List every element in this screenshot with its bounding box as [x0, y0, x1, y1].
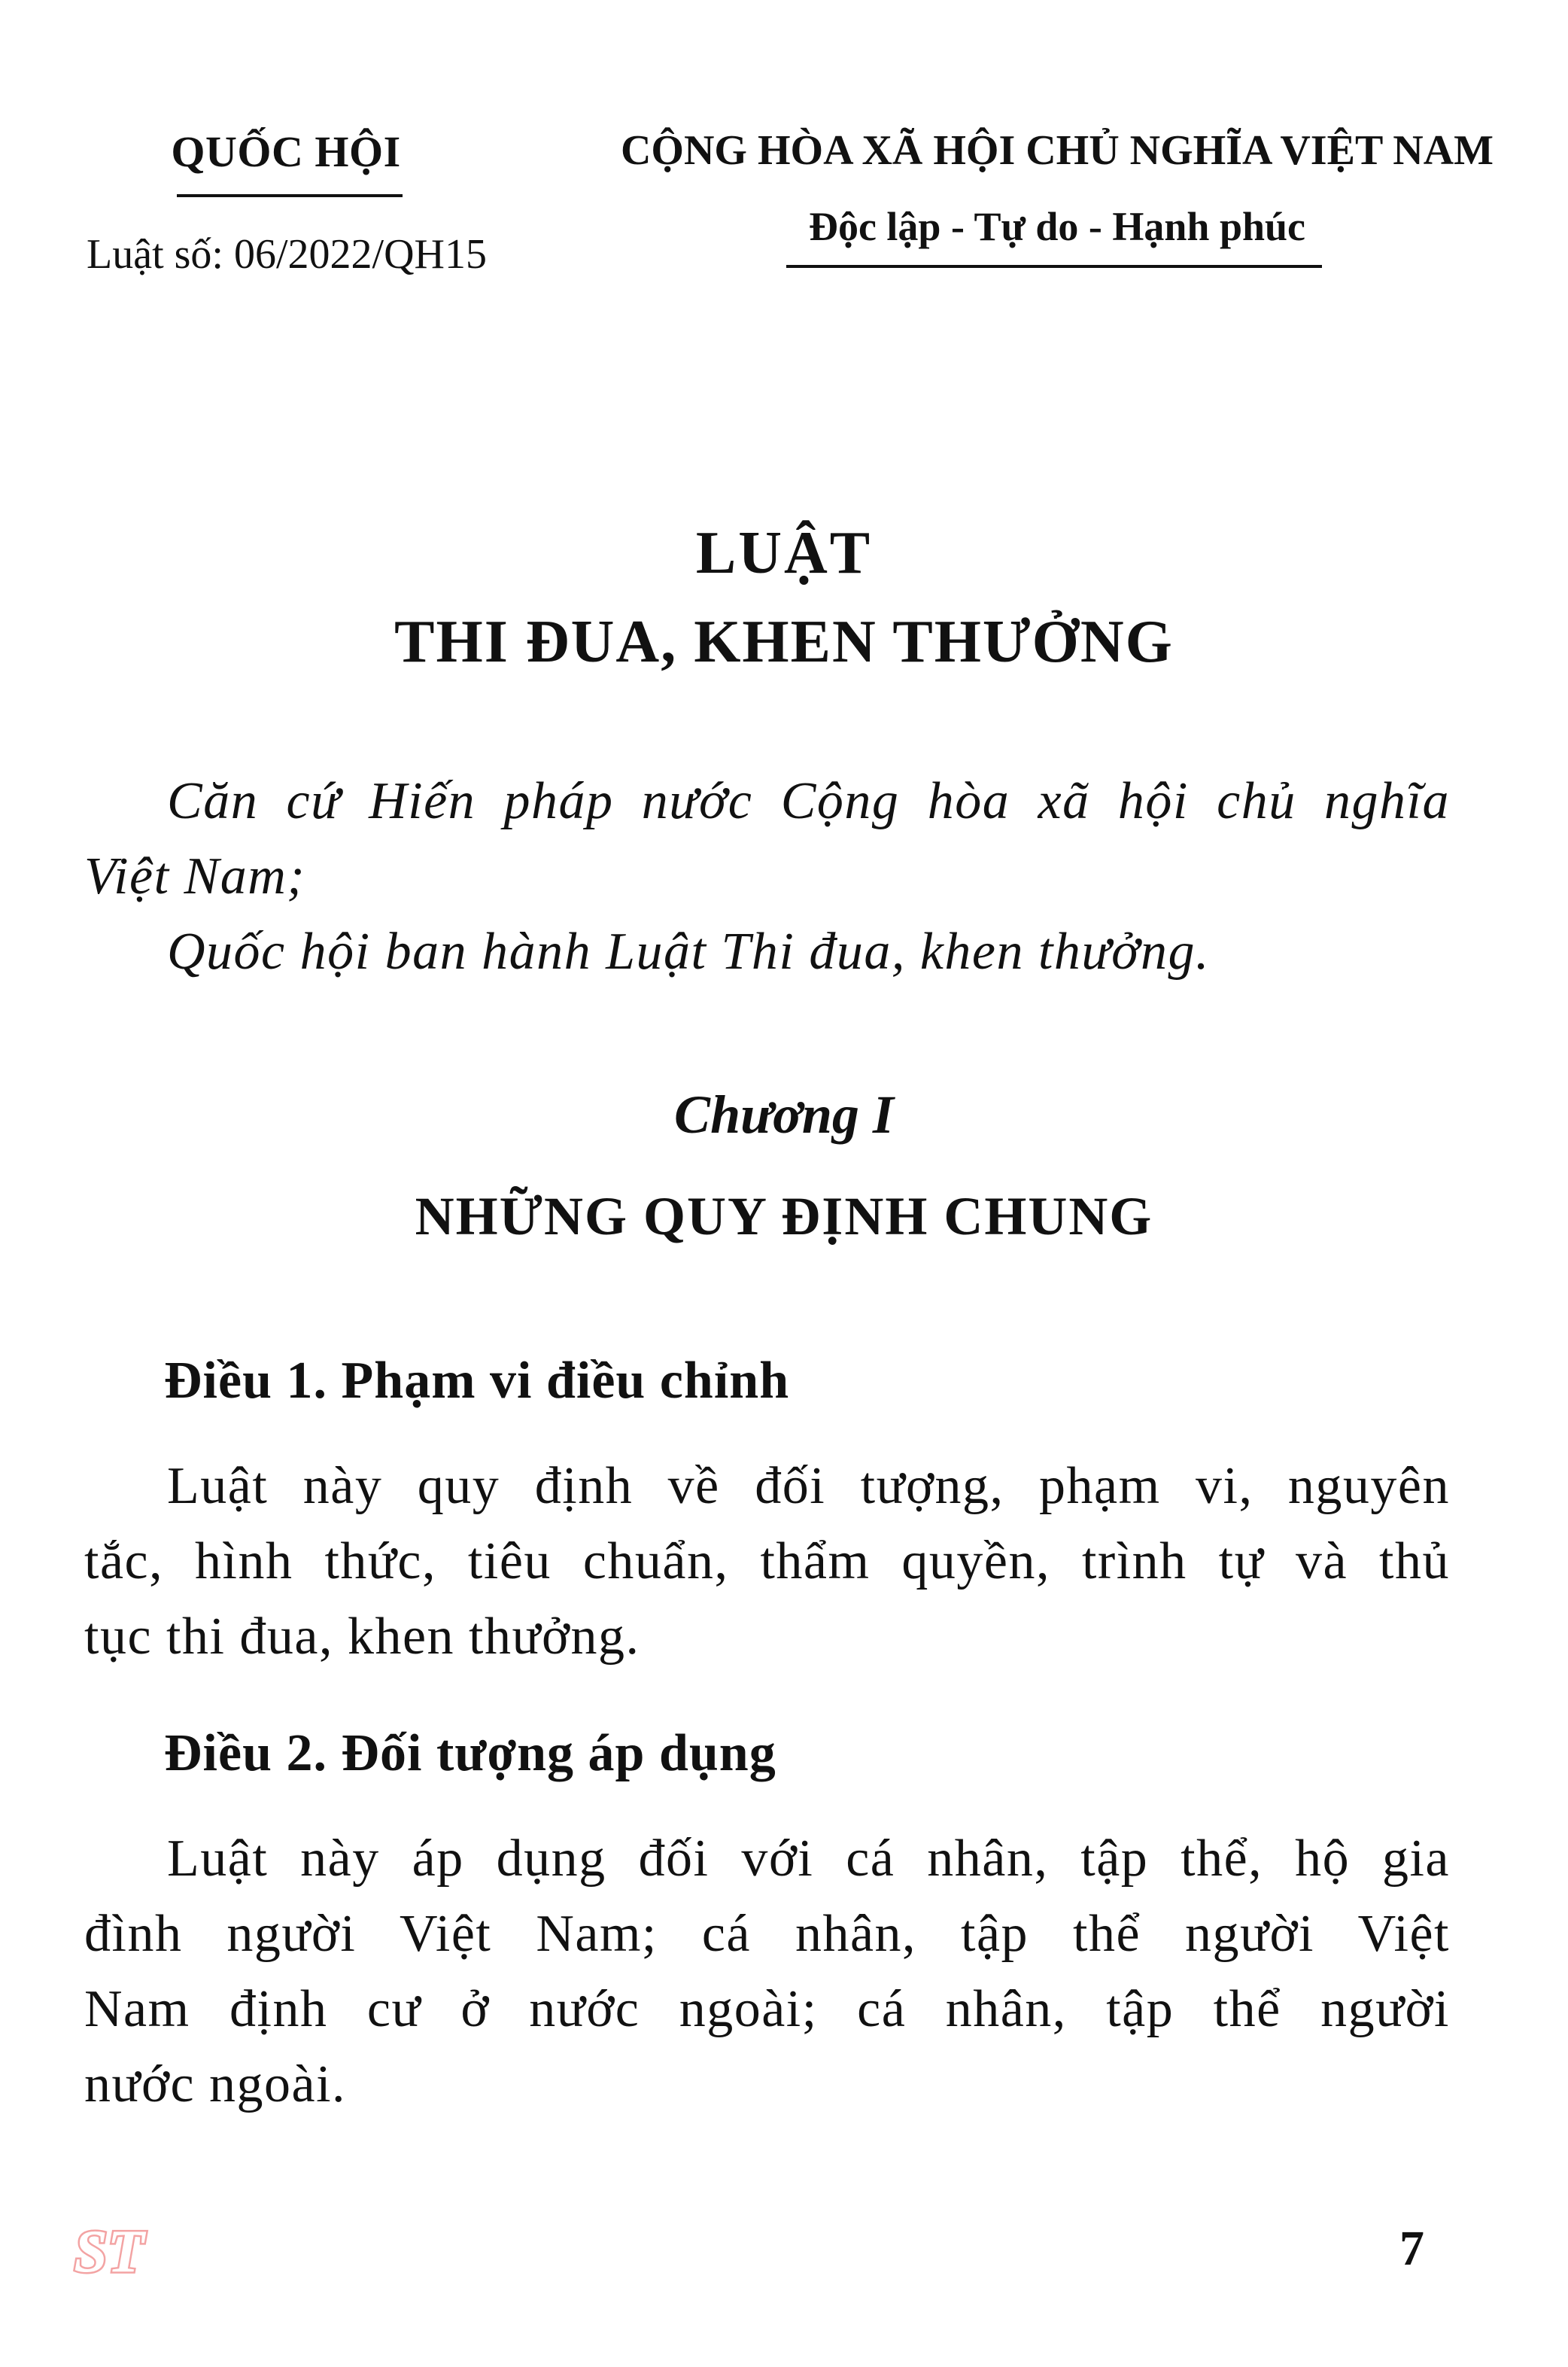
article-text-line: tắc, hình thức, tiêu chuẩn, thẩm quyền, trình tự và thủ: [84, 1532, 1450, 1590]
issuer-underline: [177, 194, 403, 197]
preamble-line: Căn cứ Hiến pháp nước Cộng hòa xã hội chủ nghĩa: [167, 772, 1450, 830]
article-text-line: Luật này áp dụng đối với cá nhân, tập thể, hộ gia: [167, 1830, 1450, 1888]
preamble-line: Việt Nam;: [84, 847, 306, 905]
law-title: THI ĐUA, KHEN THƯỞNG: [394, 609, 1174, 675]
nation-name: CỘNG HÒA XÃ HỘI CHỦ NGHĨA VIỆT NAM: [620, 127, 1494, 174]
chapter-name: NHỮNG QUY ĐỊNH CHUNG: [415, 1186, 1153, 1246]
article-text-line: Nam định cư ở nước ngoài; cá nhân, tập thể người: [84, 1980, 1450, 2038]
chapter-number: Chương I: [674, 1085, 894, 1145]
article-heading: Điều 1. Phạm vi điều chỉnh: [164, 1352, 790, 1410]
publisher-logo-icon: [68, 2213, 150, 2288]
page-number: 7: [1399, 2221, 1424, 2276]
watermark-text: ST: [74, 2219, 144, 2285]
article-text-line: Luật này quy định về đối tượng, phạm vi, nguyên: [167, 1457, 1450, 1515]
article-text-line: tục thi đua, khen thưởng.: [84, 1608, 640, 1666]
article-text-line: nước ngoài.: [84, 2055, 347, 2113]
issuer-name: QUỐC HỘI: [171, 127, 401, 176]
preamble-line: Quốc hội ban hành Luật Thi đua, khen thưởng.: [167, 923, 1210, 981]
national-motto: Độc lập - Tự do - Hạnh phúc: [808, 204, 1306, 249]
law-number: Luật số: 06/2022/QH15: [87, 231, 487, 278]
article-heading: Điều 2. Đối tượng áp dụng: [164, 1724, 776, 1782]
article-text-line: đình người Việt Nam; cá nhân, tập thể người Việt: [84, 1905, 1450, 1963]
motto-underline: [786, 265, 1322, 268]
document-type-title: LUẬT: [695, 520, 873, 586]
